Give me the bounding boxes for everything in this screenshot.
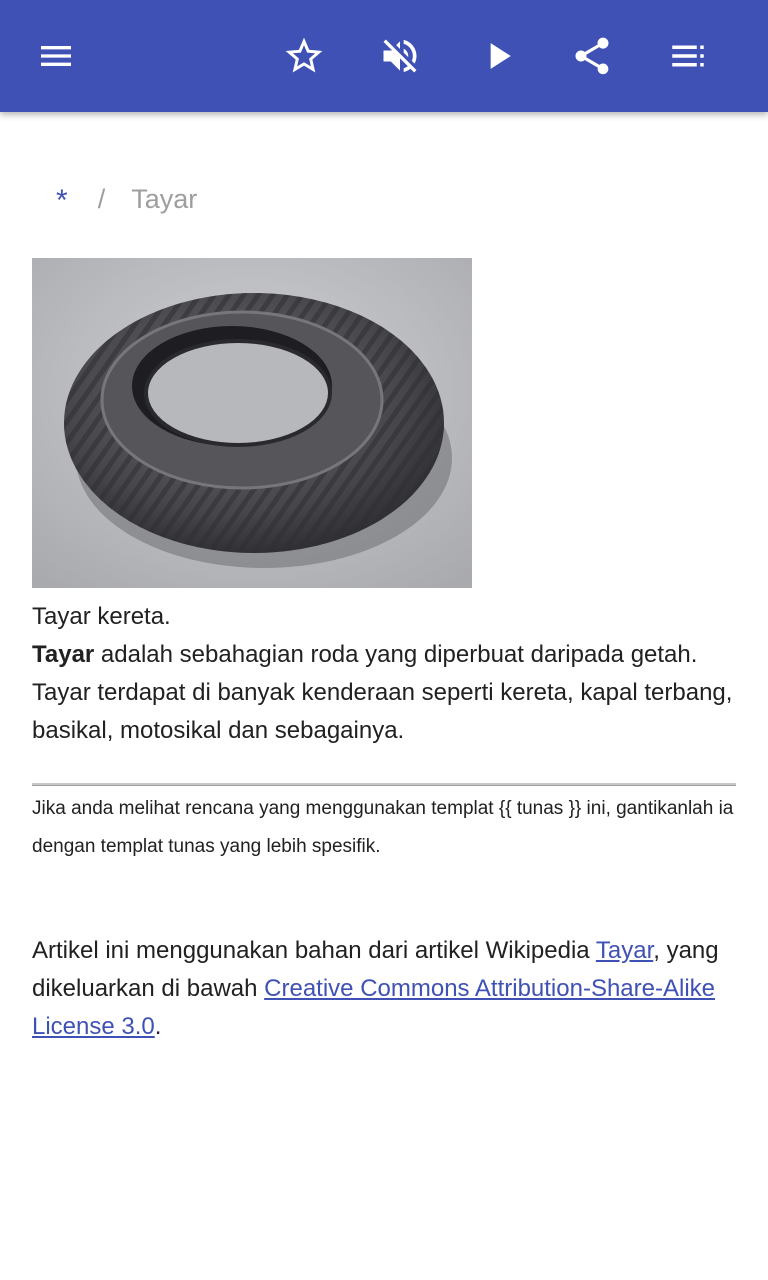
share-button[interactable] <box>560 24 624 88</box>
cc-license-link[interactable]: Creative Commons Attribution-Share-Alike License 3.0 <box>32 975 715 1040</box>
license-text-after: . <box>154 1013 162 1040</box>
menu-button[interactable] <box>24 24 88 88</box>
article-lead <box>32 636 736 750</box>
license-notice <box>32 932 736 1046</box>
breadcrumb <box>56 182 197 216</box>
favorite-button[interactable] <box>272 24 336 88</box>
license-text-before: Artikel ini menggunakan bahan dari artikel Wikipedia <box>32 937 596 964</box>
breadcrumb-separator: / <box>97 183 106 214</box>
stub-notice: Jika anda melihat rencana yang menggunakan templat {{ tunas }} ini, gantikanlah ia dengan templat tunas yang lebih spesifik. <box>32 798 734 857</box>
share-icon <box>570 34 614 78</box>
image-caption: Tayar kereta. <box>32 603 171 630</box>
breadcrumb-current: Tayar <box>131 183 198 214</box>
menu-icon <box>36 36 76 76</box>
lead-term: Tayar <box>32 641 95 668</box>
divider <box>32 783 736 786</box>
play-icon <box>476 34 520 78</box>
playlist-icon <box>667 35 709 77</box>
volume-off-icon <box>378 34 422 78</box>
play-button[interactable] <box>466 24 530 88</box>
breadcrumb-home-link[interactable]: * <box>56 184 68 217</box>
lead-text: adalah sebahagian roda yang diperbuat daripada getah. Tayar terdapat di banyak kenderaan seperti kereta, kapal terbang, basikal, motosikal dan sebagainya. <box>32 641 733 744</box>
license-text-middle: , yang dikeluarkan di bawah <box>32 937 719 1002</box>
star-outline-icon <box>282 34 326 78</box>
app-bar <box>0 0 768 112</box>
wikipedia-article-link[interactable]: Tayar <box>595 937 654 964</box>
mute-button[interactable] <box>368 24 432 88</box>
contents-button[interactable] <box>656 24 720 88</box>
tire-image[interactable] <box>32 258 472 588</box>
